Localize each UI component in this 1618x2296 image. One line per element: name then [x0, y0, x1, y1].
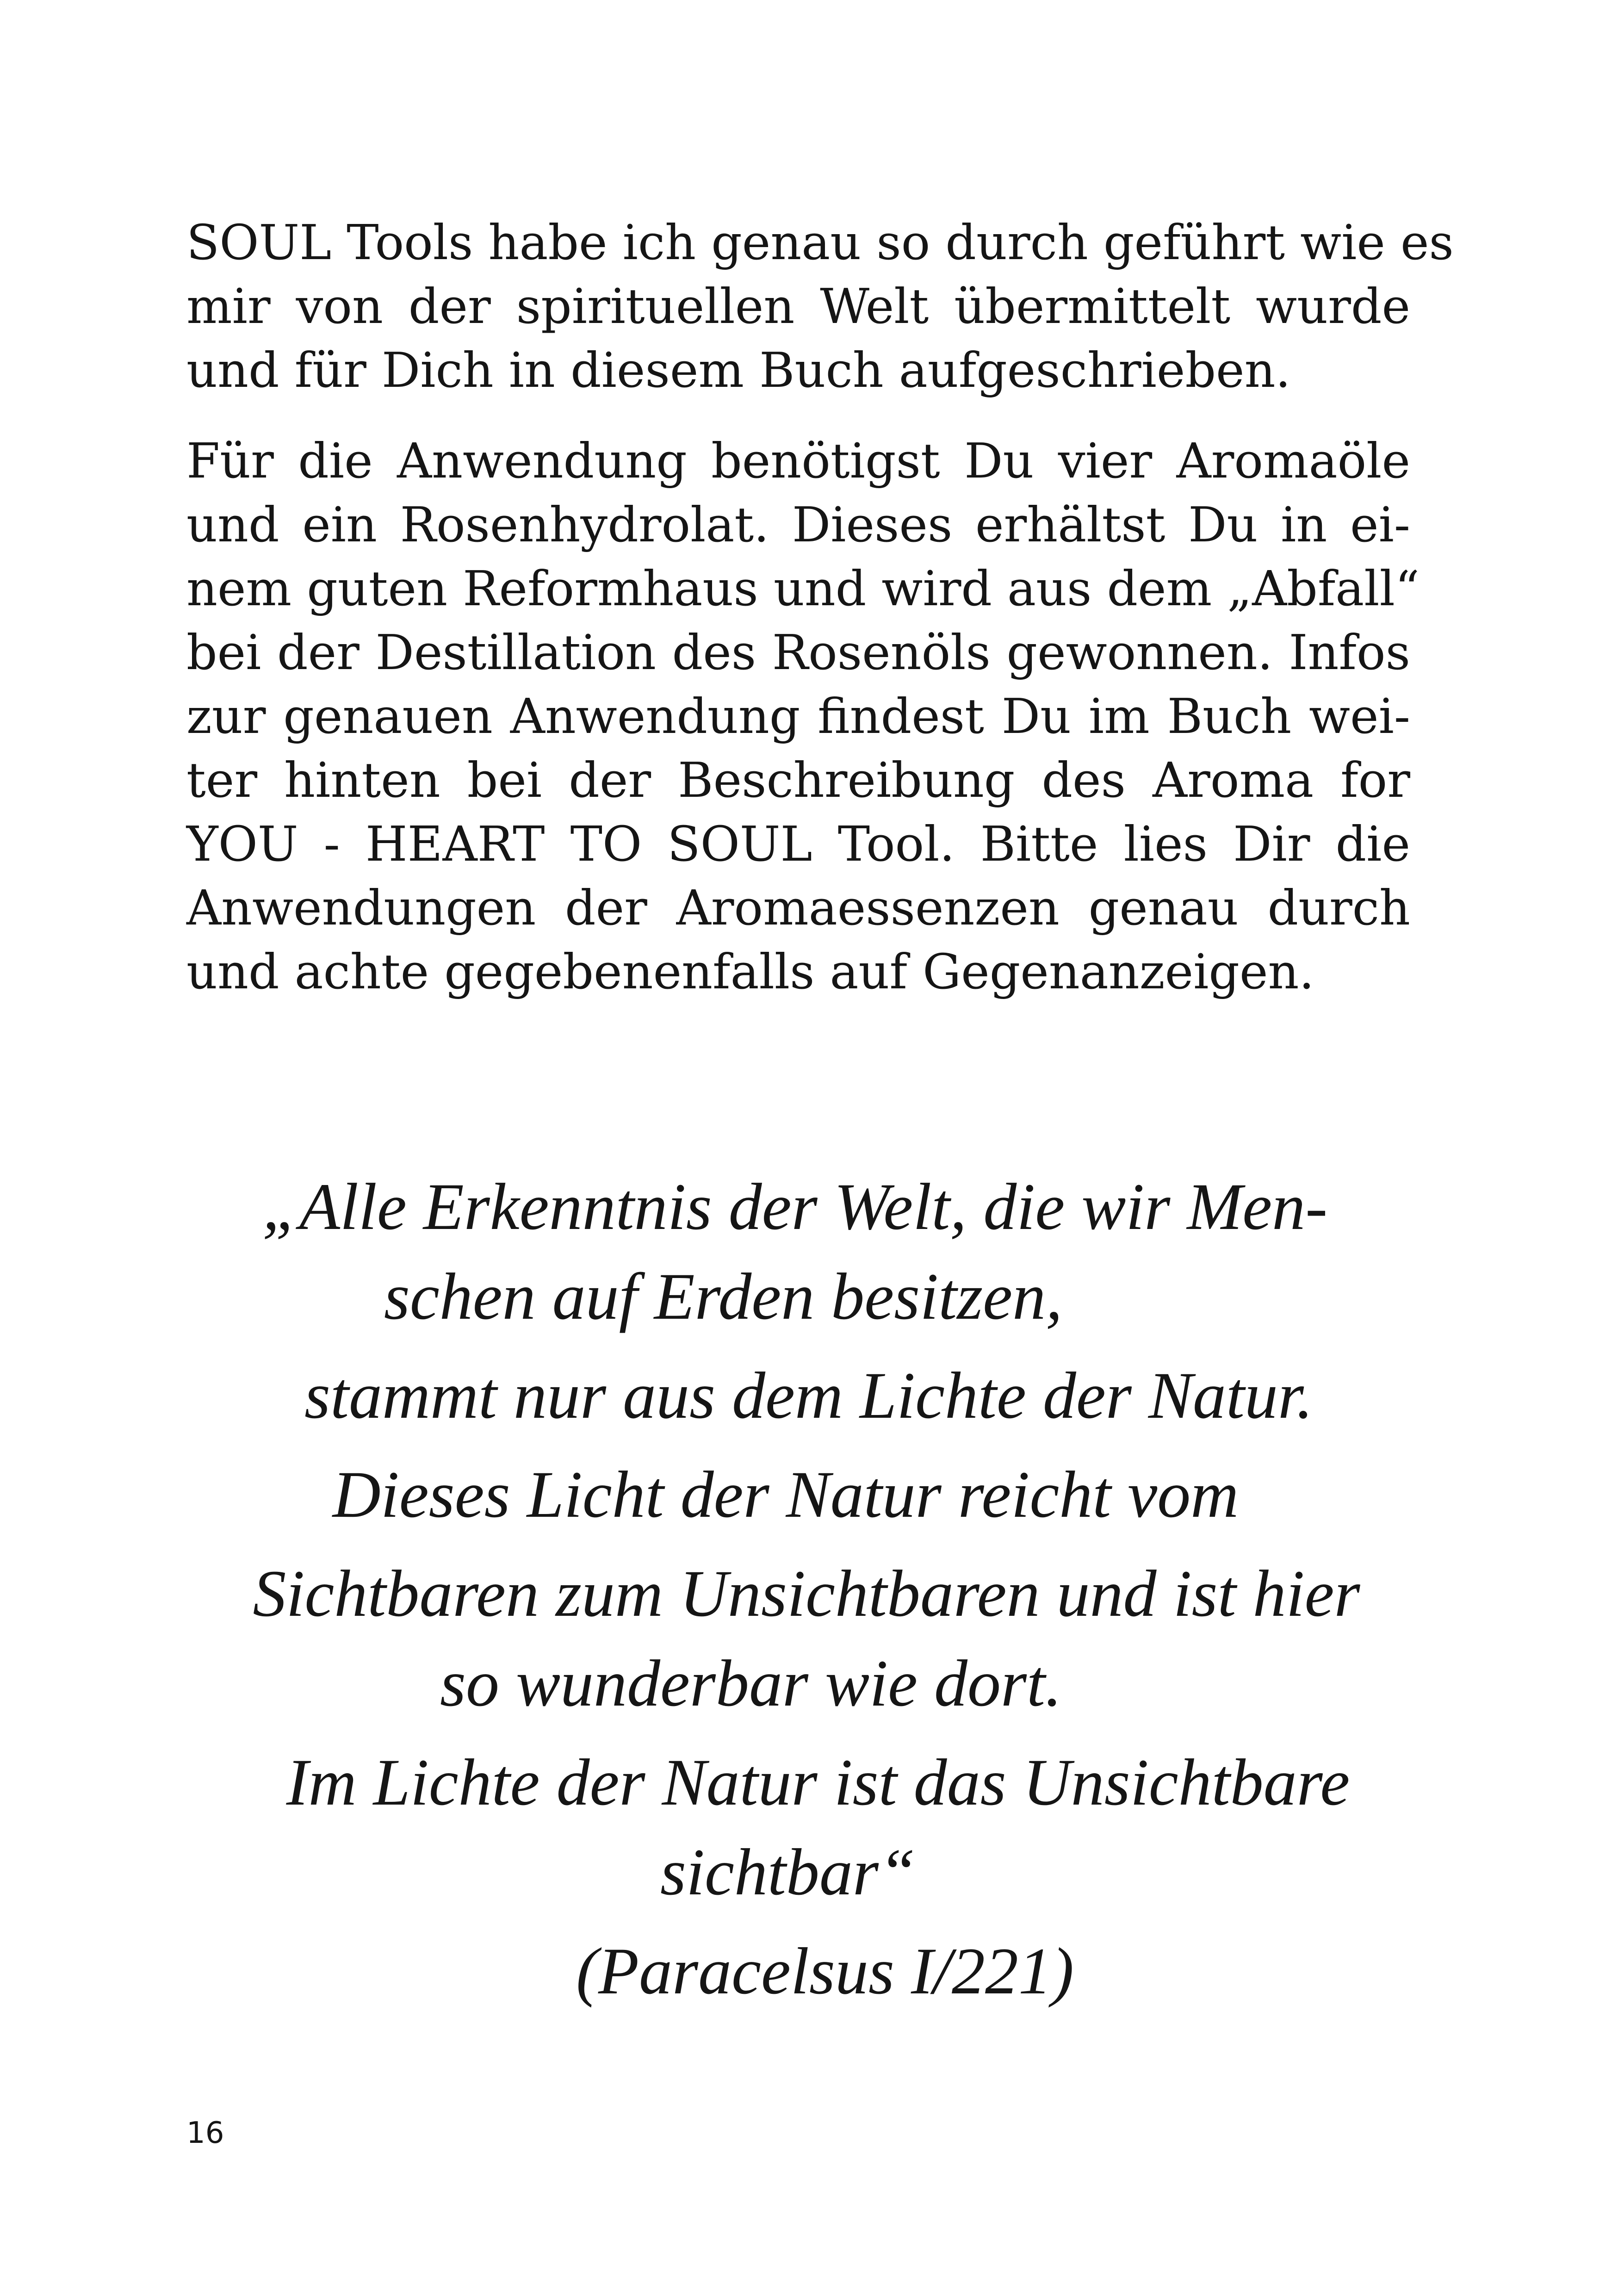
text-line: und ein Rosenhydrolat. Dieses erhältst Du in ei- — [186, 496, 1410, 553]
quote-line: stammt nur aus dem Lichte der Natur. — [304, 1359, 1314, 1433]
text-line: mir von der spirituellen Welt übermittelt wurde — [186, 278, 1410, 335]
text-line: und achte gegebenenfalls auf Gegenanzeigen. — [186, 943, 1314, 1000]
quote-line: Im Lichte der Natur ist das Unsichtbare — [286, 1746, 1350, 1819]
text-line: Für die Anwendung benötigst Du vier Aromaöle — [186, 433, 1410, 489]
text-line: ter hinten bei der Beschreibung des Aroma for — [186, 752, 1410, 808]
text-line: nem guten Reformhaus und wird aus dem „Abfall“ — [186, 560, 1420, 617]
text-line: zur genauen Anwendung findest Du im Buch wei- — [186, 688, 1410, 745]
quote-line: schen auf Erden besitzen, — [384, 1260, 1063, 1334]
quote-line: so wunderbar wie dort. — [440, 1647, 1062, 1720]
quote-attribution: (Paracelsus I/221) — [576, 1935, 1074, 2008]
quote-line: Sichtbaren zum Unsichtbaren und ist hier — [253, 1557, 1360, 1631]
quote-line: sichtbar“ — [660, 1836, 916, 1909]
paracelsus-quote — [186, 1162, 1426, 2017]
text-line: und für Dich in diesem Buch aufgeschrieben. — [186, 342, 1291, 398]
text-line: Anwendungen der Aromaessenzen genau durch — [186, 880, 1410, 936]
paragraph-1 — [186, 211, 1454, 402]
quote-line: Dieses Licht der Natur reicht vom — [332, 1458, 1239, 1532]
text-line: YOU - HEART TO SOUL Tool. Bitte lies Dir die — [186, 816, 1410, 872]
paragraph-2 — [186, 429, 1420, 1004]
body-text — [186, 211, 1454, 1004]
page-number: 16 — [186, 2116, 224, 2150]
text-line: bei der Destillation des Rosenöls gewonnen. Infos — [186, 624, 1410, 681]
text-line: SOUL Tools habe ich genau so durch geführt wie es — [186, 214, 1454, 271]
quote-line: „Alle Erkenntnis der Welt, die wir Men- — [262, 1170, 1328, 1244]
